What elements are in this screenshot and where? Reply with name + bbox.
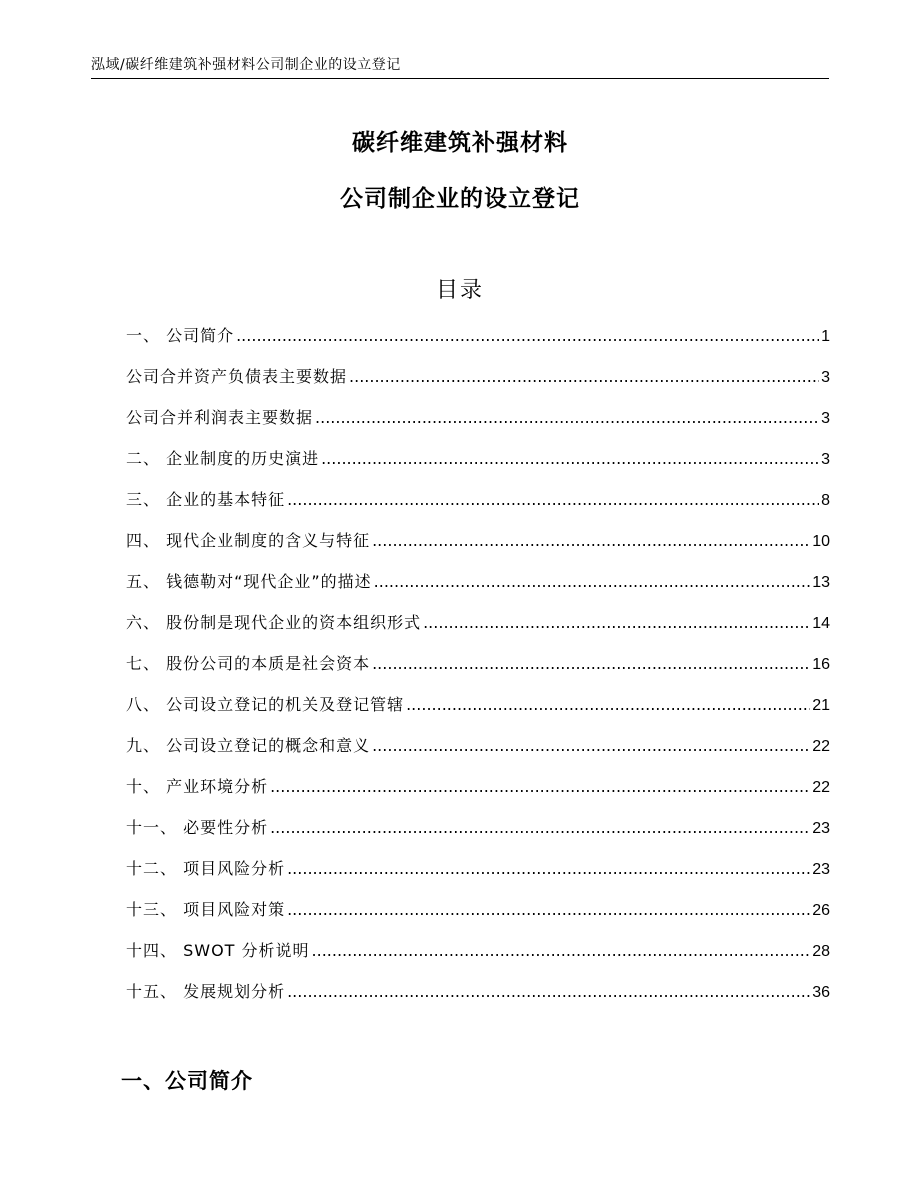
toc-dot-leader [321, 449, 819, 468]
toc-dot-leader [270, 818, 810, 837]
running-header: 泓域/碳纤维建筑补强材料公司制企业的设立登记 [91, 57, 401, 73]
toc-dot-leader [312, 941, 811, 960]
toc-entry[interactable] [126, 487, 830, 528]
toc-entry-label: 八、 公司设立登记的机关及登记管辖 [126, 695, 405, 714]
toc-entry-label: 十二、 项目风险分析 [126, 859, 286, 878]
toc-dot-leader [287, 982, 810, 1001]
toc-entry-page: 26 [812, 902, 830, 919]
toc-entry[interactable] [126, 815, 830, 856]
toc-entry-page: 3 [821, 410, 830, 427]
document-title-line2: 公司制企业的设立登记 [340, 186, 580, 212]
toc-dot-leader [287, 900, 810, 919]
toc-entry-label: 十三、 项目风险对策 [126, 900, 286, 919]
toc-entry[interactable] [126, 692, 830, 733]
toc-entry-page: 13 [812, 574, 830, 591]
toc-entry-label: 四、 现代企业制度的含义与特征 [126, 531, 371, 550]
toc-entry-label: 一、 公司简介 [126, 326, 235, 345]
toc-entry[interactable] [126, 938, 830, 979]
toc-entry-page: 21 [812, 697, 830, 714]
toc-dot-leader [372, 531, 810, 550]
toc-entry[interactable] [126, 323, 830, 364]
toc-dot-leader [372, 654, 810, 673]
toc-dot-leader [236, 326, 819, 345]
toc-entry-label: 九、 公司设立登记的概念和意义 [126, 736, 371, 755]
toc-entry[interactable] [126, 405, 830, 446]
toc-entry-page: 16 [812, 656, 830, 673]
toc-dot-leader [287, 490, 819, 509]
section-heading: 一、公司简介 [121, 1069, 253, 1093]
toc-entry-label: 十一、 必要性分析 [126, 818, 269, 837]
toc-entry-page: 23 [812, 861, 830, 878]
toc-entry[interactable] [126, 610, 830, 651]
document-title-line1: 碳纤维建筑补强材料 [352, 130, 568, 156]
toc-entry-page: 1 [821, 328, 830, 345]
toc-entry-label: 十四、 SWOT 分析说明 [126, 941, 310, 960]
toc-entry-page: 14 [812, 615, 830, 632]
toc-entry[interactable] [126, 446, 830, 487]
toc-dot-leader [270, 777, 810, 796]
toc-entry[interactable] [126, 569, 830, 610]
toc-entry-page: 8 [821, 492, 830, 509]
toc-entry-label: 公司合并资产负债表主要数据 [126, 367, 348, 386]
toc-entry[interactable] [126, 897, 830, 938]
toc-entry-page: 36 [812, 984, 830, 1001]
toc-heading: 目录 [435, 278, 484, 303]
toc-entry[interactable] [126, 651, 830, 692]
toc-dot-leader [315, 408, 819, 427]
toc-entry-label: 六、 股份制是现代企业的资本组织形式 [126, 613, 422, 632]
toc-entry-page: 22 [812, 779, 830, 796]
toc-entry-label: 十、 产业环境分析 [126, 777, 269, 796]
toc-entry[interactable] [126, 979, 830, 1020]
toc-entry[interactable] [126, 528, 830, 569]
toc-entry-label: 二、 企业制度的历史演进 [126, 449, 320, 468]
toc-entry-label: 三、 企业的基本特征 [126, 490, 286, 509]
toc-entry-label: 七、 股份公司的本质是社会资本 [126, 654, 371, 673]
toc-dot-leader [349, 367, 819, 386]
toc-entry-page: 3 [821, 451, 830, 468]
toc-dot-leader [287, 859, 810, 878]
table-of-contents [126, 323, 830, 1020]
toc-entry[interactable] [126, 364, 830, 405]
toc-entry-label: 十五、 发展规划分析 [126, 982, 286, 1001]
header-rule [91, 78, 829, 79]
toc-dot-leader [372, 736, 810, 755]
toc-dot-leader [374, 572, 811, 591]
toc-entry-page: 23 [812, 820, 830, 837]
toc-entry-page: 22 [812, 738, 830, 755]
toc-dot-leader [423, 613, 810, 632]
toc-entry-page: 10 [812, 533, 830, 550]
toc-entry[interactable] [126, 856, 830, 897]
toc-entry-label: 五、 钱德勒对“现代企业”的描述 [126, 572, 372, 591]
toc-entry[interactable] [126, 733, 830, 774]
toc-dot-leader [406, 695, 810, 714]
toc-entry[interactable] [126, 774, 830, 815]
toc-entry-label: 公司合并利润表主要数据 [126, 408, 314, 427]
toc-entry-page: 3 [821, 369, 830, 386]
toc-entry-page: 28 [812, 943, 830, 960]
